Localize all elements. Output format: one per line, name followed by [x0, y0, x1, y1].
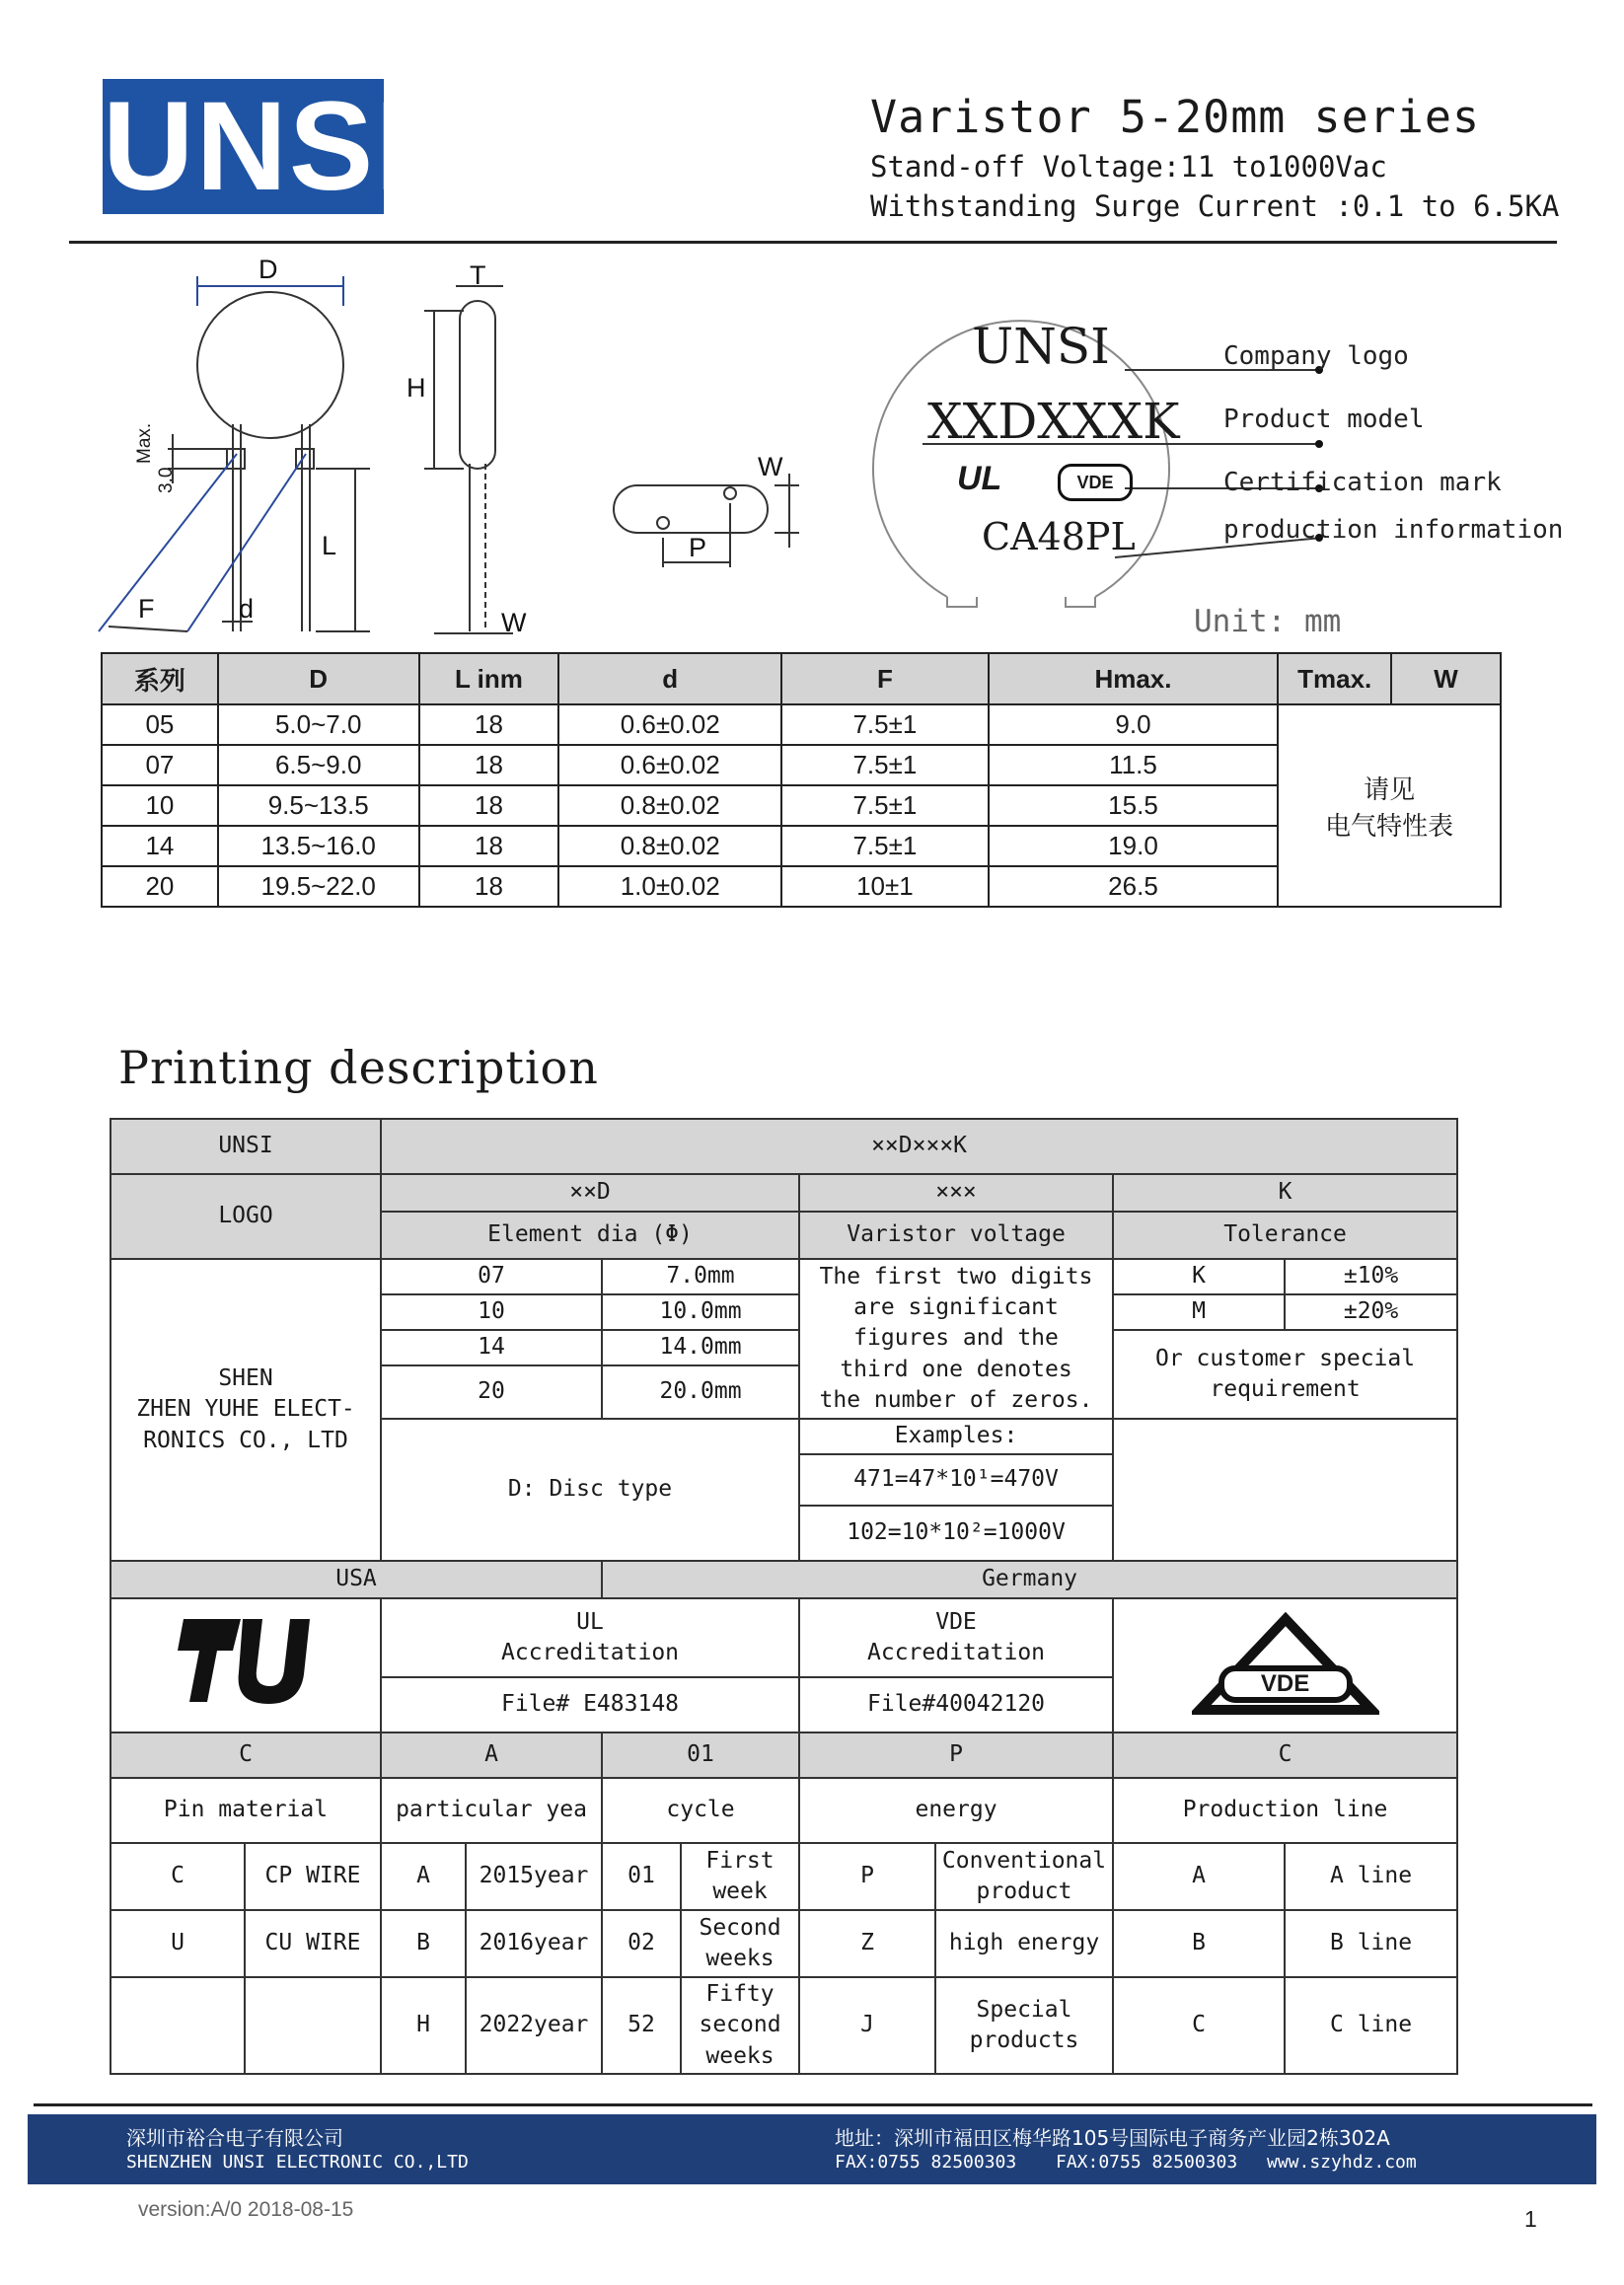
spec-cell: 0.8±0.02: [558, 826, 781, 866]
marking-production-code: CA48PL: [982, 515, 1136, 558]
pr-custom: [1113, 1330, 1457, 1419]
dim-F: F: [138, 594, 155, 624]
pr-cell: Special products: [935, 1977, 1113, 2074]
pr-cell: 01: [602, 1843, 681, 1910]
spec-cell: 26.5: [989, 866, 1279, 907]
spec-cell: 9.5~13.5: [218, 785, 419, 826]
pr-company-line: SHEN: [218, 1365, 273, 1392]
pr-cell: P: [799, 1843, 935, 1910]
spec-table: [101, 652, 1502, 908]
pr-custom-line: Or customer special: [1154, 1345, 1416, 1371]
pr-cell: [245, 1977, 381, 2074]
pr-row: [111, 1778, 1457, 1843]
pr-usa: USA: [111, 1561, 602, 1598]
vde-logo: [1192, 1611, 1379, 1720]
pr-dia-code: 20: [381, 1365, 602, 1419]
pr-row: [111, 1910, 1457, 1977]
pr-empty: [1113, 1419, 1457, 1561]
pr-voltage-line: figures and the: [853, 1325, 1059, 1352]
pr-cell: First week: [681, 1843, 799, 1910]
pr-dia-value: 7.0mm: [602, 1259, 799, 1294]
pr-row: [111, 1259, 1457, 1294]
pr-cell: A: [1113, 1843, 1285, 1910]
pr-dia-code: 10: [381, 1294, 602, 1330]
pr-custom-line: requirement: [1210, 1376, 1361, 1402]
pr-tol-code: M: [1113, 1294, 1285, 1330]
dim-T: T: [470, 260, 486, 290]
spec-cell: 18: [419, 826, 559, 866]
footer-address: 地址：深圳市福田区梅华路105号国际电子商务产业园2栋302A: [835, 2126, 1390, 2150]
page-number: 1: [1524, 2206, 1537, 2232]
pr-example-2: 102=10*10²=1000V: [799, 1506, 1113, 1561]
pr-cell: [111, 1977, 245, 2074]
pr-code-col: C: [1113, 1732, 1457, 1778]
version-label: version:A/0 2018-08-15: [138, 2198, 354, 2221]
pr-row: [111, 1732, 1457, 1778]
pr-cell: 52: [602, 1977, 681, 2074]
spec-header: 系列: [102, 653, 218, 704]
pr-xxx: ×××: [799, 1174, 1113, 1212]
pr-code: ××D×××K: [381, 1119, 1457, 1174]
dim-W-side: W: [501, 608, 527, 637]
pr-xxd: ××D: [381, 1174, 799, 1212]
pr-tolerance: Tolerance: [1113, 1212, 1457, 1259]
ul-mark-small: UL: [957, 460, 1002, 497]
pr-vde-line: Accreditation: [867, 1640, 1046, 1665]
footer-website: www.szyhdz.com: [1267, 2152, 1417, 2173]
pr-company: [111, 1259, 381, 1561]
pr-cell: A line: [1285, 1843, 1457, 1910]
spec-header: D: [218, 653, 419, 704]
pr-k: K: [1113, 1174, 1457, 1212]
pr-examples: Examples:: [799, 1419, 1113, 1454]
pr-ul-logo-cell: [111, 1598, 381, 1732]
vde-mark-small: VDE: [1058, 464, 1133, 501]
pr-cell: high energy: [935, 1910, 1113, 1977]
spec-cell: 0.6±0.02: [558, 704, 781, 745]
pr-cell: C line: [1285, 1977, 1457, 2074]
pr-cell: Conventional product: [935, 1843, 1113, 1910]
pr-dia-code: 07: [381, 1259, 602, 1294]
pr-company-line: ZHEN YUHE ELECT-: [136, 1396, 355, 1423]
label-production-info: production information: [1223, 515, 1564, 545]
standoff-voltage: Stand-off Voltage:11 to1000Vac: [870, 150, 1387, 184]
spec-cell: 7.5±1: [781, 785, 989, 826]
pr-row: [111, 1174, 1457, 1212]
pr-cell: 2016year: [466, 1910, 602, 1977]
spec-cell: 13.5~16.0: [218, 826, 419, 866]
spec-cell: 05: [102, 704, 218, 745]
pr-code-col: P: [799, 1732, 1113, 1778]
spec-cell: 14: [102, 826, 218, 866]
pr-cell: CU WIRE: [245, 1910, 381, 1977]
spec-cell: 7.5±1: [781, 826, 989, 866]
pr-code-name: energy: [799, 1778, 1113, 1843]
vde-logo-text: VDE: [1260, 1670, 1310, 1697]
dim-H: H: [406, 373, 426, 403]
label-company-logo: Company logo: [1223, 341, 1409, 371]
pr-cell: CP WIRE: [245, 1843, 381, 1910]
pr-voltage-line: third one denotes: [840, 1356, 1072, 1382]
pr-row: [111, 1843, 1457, 1910]
spec-cell: 10±1: [781, 866, 989, 907]
page-title: Varistor 5-20mm series: [870, 91, 1481, 143]
dim-P: P: [689, 533, 707, 562]
pr-tol-value: ±10%: [1285, 1259, 1457, 1294]
spec-cell: 10: [102, 785, 218, 826]
pr-cell: C: [111, 1843, 245, 1910]
pr-cell: A: [381, 1843, 466, 1910]
pr-cell: Second weeks: [681, 1910, 799, 1977]
pr-company-line: RONICS CO., LTD: [143, 1427, 348, 1453]
pr-ul-line: Accreditation: [501, 1640, 680, 1665]
pr-logo: LOGO: [111, 1174, 381, 1259]
spec-cell: 18: [419, 745, 559, 785]
pr-cell: B line: [1285, 1910, 1457, 1977]
spec-cell: 15.5: [989, 785, 1279, 826]
pr-code-name: Production line: [1113, 1778, 1457, 1843]
pr-code-col: 01: [602, 1732, 799, 1778]
dim-L: L: [322, 531, 337, 560]
pr-code-col: A: [381, 1732, 602, 1778]
printing-title: Printing description: [118, 1041, 599, 1094]
spec-cell: 5.0~7.0: [218, 704, 419, 745]
spec-cell: 0.6±0.02: [558, 745, 781, 785]
spec-cell: 11.5: [989, 745, 1279, 785]
spec-cell: 9.0: [989, 704, 1279, 745]
pr-cell: H: [381, 1977, 466, 2074]
spec-header-row: [102, 653, 1501, 704]
dim-max-value: 3.0: [156, 467, 177, 493]
spec-cell: 19.0: [989, 826, 1279, 866]
pr-dia-value: 14.0mm: [602, 1330, 799, 1365]
pr-cell: B: [1113, 1910, 1285, 1977]
pr-cell: C: [1113, 1977, 1285, 2074]
dimension-drawing: [0, 0, 1624, 651]
footer-bar: [28, 2114, 1596, 2184]
spec-cell: 18: [419, 704, 559, 745]
dim-D: D: [258, 255, 278, 284]
pr-germany: Germany: [602, 1561, 1457, 1598]
dim-d: d: [239, 594, 255, 624]
dim-W-bottom: W: [758, 452, 783, 481]
spec-header: Hmax.: [989, 653, 1279, 704]
spec-cell: 18: [419, 785, 559, 826]
pr-voltage-line: are significant: [853, 1294, 1059, 1321]
dim-max-label: Max.: [134, 422, 155, 464]
spec-merged-note: [1278, 704, 1501, 907]
pr-unsi: UNSI: [111, 1119, 381, 1174]
pr-cell: Fifty second weeks: [681, 1977, 799, 2074]
label-product-model: Product model: [1223, 405, 1425, 434]
pr-voltage-line: the number of zeros.: [819, 1386, 1093, 1413]
spec-cell: 0.8±0.02: [558, 785, 781, 826]
spec-cell: 07: [102, 745, 218, 785]
pr-tol-value: ±20%: [1285, 1294, 1457, 1330]
pr-dia-code: 14: [381, 1330, 602, 1365]
spec-row: [102, 704, 1501, 745]
footer-company-en: SHENZHEN UNSI ELECTRONIC CO.,LTD: [126, 2152, 469, 2173]
unit-label: Unit: mm: [1194, 604, 1342, 639]
pr-vde-file: File#40042120: [799, 1677, 1113, 1732]
spec-cell: 7.5±1: [781, 745, 989, 785]
footer-fax-1: FAX:0755 82500303: [835, 2152, 1017, 2173]
spec-header: L inm: [419, 653, 559, 704]
footer-fax-2: FAX:0755 82500303: [1056, 2152, 1238, 2173]
pr-cell: J: [799, 1977, 935, 2074]
pr-row: [111, 1977, 1457, 2074]
printing-table: [110, 1118, 1458, 2075]
footer-rule: [34, 2103, 1592, 2106]
spec-note-line2: 电气特性表: [1325, 810, 1454, 841]
pr-cell: B: [381, 1910, 466, 1977]
spec-header: F: [781, 653, 989, 704]
pr-code-name: particular yea: [381, 1778, 602, 1843]
pr-code-name: cycle: [602, 1778, 799, 1843]
spec-header: Tmax.: [1278, 653, 1391, 704]
spec-header: d: [558, 653, 781, 704]
pr-voltage-desc: [799, 1259, 1113, 1419]
pr-code-col: C: [111, 1732, 381, 1778]
spec-cell: 1.0±0.02: [558, 866, 781, 907]
pr-ul-accreditation: [381, 1598, 799, 1677]
pr-ul-line: UL: [576, 1608, 604, 1635]
spec-cell: 7.5±1: [781, 704, 989, 745]
spec-cell: 6.5~9.0: [218, 745, 419, 785]
pr-row: [111, 1598, 1457, 1677]
surge-current: Withstanding Surge Current :0.1 to 6.5KA: [870, 189, 1560, 223]
marking-brand: UNSI: [972, 318, 1110, 375]
spec-cell: 20: [102, 866, 218, 907]
pr-dia-value: 20.0mm: [602, 1365, 799, 1419]
brand-logo: UNSI: [103, 76, 412, 217]
pr-ul-file: File# E483148: [381, 1677, 799, 1732]
pr-code-name: Pin material: [111, 1778, 381, 1843]
spec-header: W: [1391, 653, 1501, 704]
pr-vde-logo-cell: [1113, 1598, 1457, 1732]
pr-disc-type: D: Disc type: [381, 1419, 799, 1561]
pr-cell: 2015year: [466, 1843, 602, 1910]
pr-cell: U: [111, 1910, 245, 1977]
label-certification-mark: Certification mark: [1223, 468, 1502, 497]
pr-element-dia: Element dia (Φ): [381, 1212, 799, 1259]
pr-cell: Z: [799, 1910, 935, 1977]
footer-company-cn: 深圳市裕合电子有限公司: [126, 2126, 343, 2150]
pr-example-1: 471=47*10¹=470V: [799, 1454, 1113, 1506]
pr-tol-code: K: [1113, 1259, 1285, 1294]
spec-note-line1: 请见: [1364, 774, 1416, 804]
spec-cell: 18: [419, 866, 559, 907]
marking-model: XXDXXXK: [927, 393, 1180, 450]
ul-logo: [172, 1611, 320, 1710]
pr-row: [111, 1119, 1457, 1174]
pr-voltage-line: The first two digits: [819, 1264, 1093, 1290]
pr-cell: 02: [602, 1910, 681, 1977]
pr-varistor-voltage: Varistor voltage: [799, 1212, 1113, 1259]
pr-cell: 2022year: [466, 1977, 602, 2074]
pr-vde-line: VDE: [935, 1608, 977, 1635]
pr-vde-accreditation: [799, 1598, 1113, 1677]
spec-cell: 19.5~22.0: [218, 866, 419, 907]
pr-row: [111, 1561, 1457, 1598]
pr-dia-value: 10.0mm: [602, 1294, 799, 1330]
